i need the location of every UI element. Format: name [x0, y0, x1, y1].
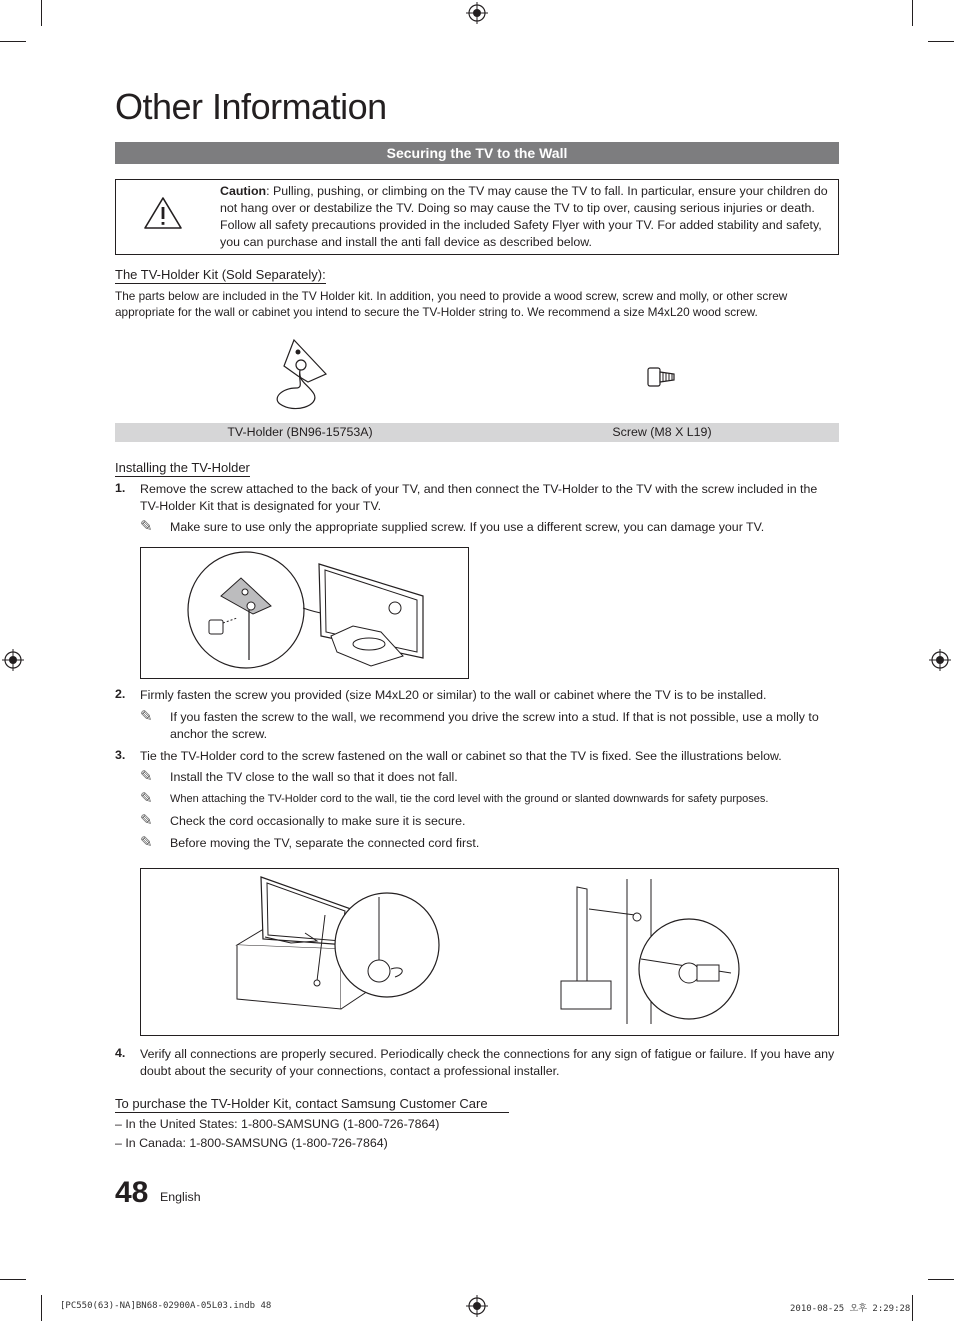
note-text: If you fasten the screw to the wall, we recommend you drive the screw into a stud. If that is not possible, use a molly to anchor the screw. — [170, 710, 819, 741]
registration-mark-icon — [466, 1295, 488, 1317]
step-number: 3. — [115, 748, 126, 762]
step-text: Remove the screw attached to the back of your TV, and then connect the TV-Holder to the TV with the screw included in the TV-Holder Kit that is designated for your TV. — [140, 482, 818, 513]
page-language: English — [160, 1190, 201, 1204]
print-timestamp: 2010-08-25 오후 2:29:28 — [790, 1304, 911, 1314]
pencil-note-icon: ✎ — [140, 790, 153, 807]
print-file-info: [PC550(63)-NA]BN68-02900A-05L03.indb 48 — [60, 1301, 272, 1311]
pencil-note-icon: ✎ — [140, 518, 153, 535]
purchase-item-us: – In the United States: 1-800-SAMSUNG (1-800-726-7864) — [115, 1117, 440, 1131]
caution-label: Caution — [220, 184, 267, 198]
caution-body: : Pulling, pushing, or climbing on the TV may cause the TV to fall. In particular, ensure your children do not hang over or destabilize the TV. Doing so may cause the TV to tip over, causing serious injuries or death. Follow all safety precautions provided in the included Safety Flyer with your TV. For added stability and safety, you can purchase and install the anti fall device as described below. — [220, 184, 828, 249]
pencil-note-icon: ✎ — [140, 708, 153, 725]
registration-mark-icon — [466, 2, 488, 24]
tv-holder-part-illustration — [268, 336, 334, 416]
step-text: Tie the TV-Holder cord to the screw fastened on the wall or cabinet so that the TV is fixed. See the illustrations below. — [140, 749, 782, 763]
screw-part-illustration — [644, 362, 680, 392]
install-heading: Installing the TV-Holder — [115, 460, 250, 475]
pencil-note-icon: ✎ — [140, 834, 153, 851]
purchase-heading: To purchase the TV-Holder Kit, contact Samsung Customer Care — [115, 1096, 509, 1113]
step-number: 1. — [115, 481, 126, 495]
step-number: 2. — [115, 687, 126, 701]
warning-triangle-icon — [142, 195, 184, 231]
note-text: Install the TV close to the wall so that it does not fall. — [170, 770, 458, 784]
caution-text — [220, 183, 832, 251]
note-text: Make sure to use only the appropriate supplied screw. If you use a different screw, you can damage your TV. — [170, 520, 765, 534]
section-header: Securing the TV to the Wall — [115, 142, 839, 164]
attach-holder-illustration — [141, 548, 467, 677]
step-number: 4. — [115, 1046, 126, 1060]
part-label-tv-holder: TV-Holder (BN96-15753A) — [227, 425, 373, 439]
step-text: Firmly fasten the screw you provided (size M4xL20 or similar) to the wall or cabinet where the TV is to be installed. — [140, 688, 767, 702]
note-text: Check the cord occasionally to make sure it is secure. — [170, 814, 466, 828]
page-title: Other Information — [115, 86, 387, 127]
pencil-note-icon: ✎ — [140, 812, 153, 829]
purchase-item-canada: – In Canada: 1-800-SAMSUNG (1-800-726-7864) — [115, 1136, 388, 1150]
tie-cord-illustration — [141, 869, 837, 1034]
part-label-screw: Screw (M8 X L19) — [612, 425, 712, 439]
kit-description: The parts below are included in the TV Holder kit. In addition, you need to provide a wood screw, screw and molly, or other screw appropriate for the wall or cabinet you intend to secure the TV-Holder string to. We recommend a size M4xL20 wood screw. — [115, 289, 788, 319]
registration-mark-icon — [2, 649, 24, 671]
note-text: Before moving the TV, separate the connected cord first. — [170, 836, 480, 850]
note-text: When attaching the TV-Holder cord to the wall, tie the cord level with the ground or slanted downwards for safety purposes. — [170, 793, 769, 805]
page-number: 48 — [115, 1176, 149, 1209]
step-text: Verify all connections are properly secured. Periodically check the connections for any sign of fatigue or failure. If you have any doubt about the security of your connections, contact a professional installer. — [140, 1047, 835, 1078]
pencil-note-icon: ✎ — [140, 768, 153, 785]
kit-heading: The TV-Holder Kit (Sold Separately): — [115, 267, 326, 282]
registration-mark-icon — [929, 649, 951, 671]
